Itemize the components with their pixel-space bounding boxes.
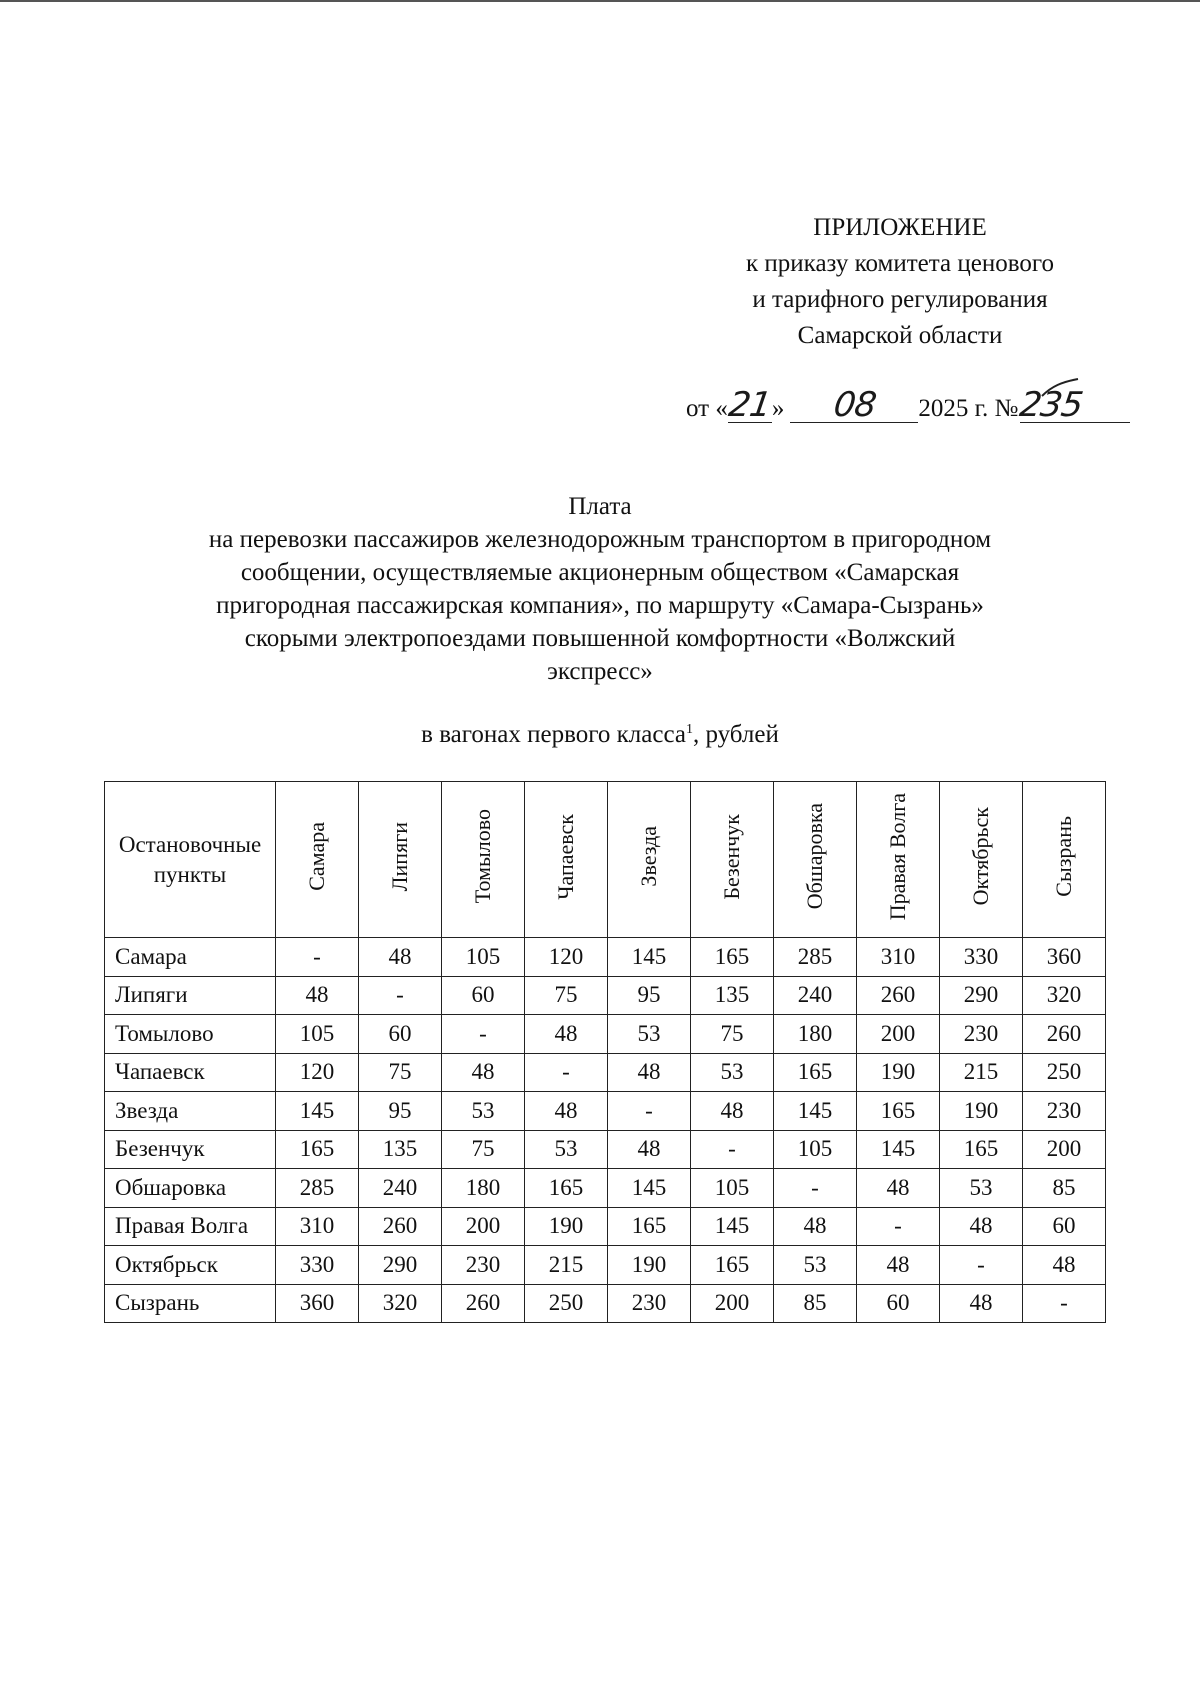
fare-cell: 53 [525,1130,608,1169]
fare-cell: 165 [691,938,774,977]
title-heading: Плата [568,493,632,520]
fare-cell: 200 [691,1284,774,1323]
fare-cell: - [525,1053,608,1092]
fare-cell: 105 [276,1015,359,1054]
fare-cell: 53 [442,1092,525,1131]
fare-cell: 60 [857,1284,940,1323]
column-header [774,782,857,938]
fare-cell: 200 [857,1015,940,1054]
order-year-text: 2025 г. № [918,395,1019,422]
title-line-4: скорыми электропоездами повышенной комфортности «Волжский [244,625,956,652]
fare-cell: 60 [1023,1207,1106,1246]
fare-cell: 145 [774,1092,857,1131]
fare-cell: 310 [276,1207,359,1246]
fare-cell: 48 [857,1246,940,1285]
fare-cell: 165 [940,1130,1023,1169]
fare-cell: 145 [276,1092,359,1131]
appendix-heading: ПРИЛОЖЕНИЕ [813,214,987,241]
appendix-line-1: к приказу комитета ценового [746,250,1054,277]
fare-cell: 230 [608,1284,691,1323]
fare-cell: 48 [940,1284,1023,1323]
title-line-3: пригородная пассажирская компания», по маршруту «Самара-Сызрань» [216,592,984,619]
fare-cell: 320 [359,1284,442,1323]
fare-cell: 120 [276,1053,359,1092]
row-header: Сызрань [105,1284,276,1323]
table-row [105,938,1106,977]
column-header-label: Сызрань [1051,816,1076,897]
fare-table-body [105,938,1106,1323]
column-header-label: Правая Волга [885,792,910,921]
fare-cell: 260 [857,976,940,1015]
column-header [359,782,442,938]
fare-cell: 250 [1023,1053,1106,1092]
fare-cell: 310 [857,938,940,977]
fare-cell: 95 [608,976,691,1015]
column-header [608,782,691,938]
fare-cell: 48 [857,1169,940,1208]
table-header-row [105,782,1106,938]
fare-cell: 48 [525,1092,608,1131]
fare-cell: 250 [525,1284,608,1323]
fare-cell: 330 [276,1246,359,1285]
fare-cell: 60 [442,976,525,1015]
fare-cell: 290 [940,976,1023,1015]
row-header: Безенчук [105,1130,276,1169]
row-header: Самара [105,938,276,977]
fare-cell: 145 [608,1169,691,1208]
fare-cell: 165 [525,1169,608,1208]
fare-cell: 285 [276,1169,359,1208]
fare-cell: 75 [359,1053,442,1092]
fare-cell: 360 [1023,938,1106,977]
fare-cell: 75 [691,1015,774,1054]
row-header: Звезда [105,1092,276,1131]
fare-cell: - [857,1207,940,1246]
fare-cell: 48 [774,1207,857,1246]
column-header-label: Томылово [470,809,495,904]
signature-flourish [1040,376,1080,406]
column-header [940,782,1023,938]
handwritten-day: 21 [726,385,774,425]
fare-cell: 48 [359,938,442,977]
fare-cell: 215 [525,1246,608,1285]
column-header-label: Безенчук [719,813,744,900]
order-quote-close: » [771,395,785,422]
fare-cell: 48 [442,1053,525,1092]
fare-cell: 190 [857,1053,940,1092]
fare-cell: 180 [774,1015,857,1054]
fare-cell: - [691,1130,774,1169]
row-header: Октябрьск [105,1246,276,1285]
fare-cell: 53 [940,1169,1023,1208]
column-header-label: Липяги [387,821,412,892]
fare-cell: - [1023,1284,1106,1323]
fare-cell: - [774,1169,857,1208]
fare-cell: 320 [1023,976,1106,1015]
fare-cell: - [276,938,359,977]
fare-cell: 240 [774,976,857,1015]
row-header: Обшаровка [105,1169,276,1208]
order-prefix: от « [686,395,728,422]
fare-cell: 105 [774,1130,857,1169]
title-line-1: на перевозки пассажиров железнодорожным транспортом в пригородном [208,526,992,553]
title-line-5: экспресс» [547,658,653,685]
fare-cell: 165 [276,1130,359,1169]
table-row [105,1130,1106,1169]
fare-cell: 48 [691,1092,774,1131]
appendix-block [700,210,1100,354]
column-header [525,782,608,938]
fare-cell: 260 [359,1207,442,1246]
fare-cell: 105 [442,938,525,977]
fare-cell: 145 [608,938,691,977]
order-month-field [790,385,918,425]
appendix-line-3: Самарской области [797,322,1003,349]
fare-cell: 48 [608,1130,691,1169]
fare-cell: 53 [608,1015,691,1054]
fare-cell: 200 [442,1207,525,1246]
fare-cell: 165 [857,1092,940,1131]
column-header [857,782,940,938]
fare-cell: 190 [940,1092,1023,1131]
fare-cell: - [608,1092,691,1131]
fare-cell: 145 [691,1207,774,1246]
fare-cell: 165 [774,1053,857,1092]
column-header-label: Чапаевск [553,813,578,900]
title-line-2: сообщении, осуществляемые акционерным обществом «Самарская [240,559,960,586]
fare-cell: 48 [276,976,359,1015]
column-header [442,782,525,938]
fare-cell: 75 [525,976,608,1015]
fare-cell: 190 [608,1246,691,1285]
table-subtitle [120,718,1080,751]
column-header [1023,782,1106,938]
fare-cell: 60 [359,1015,442,1054]
fare-cell: 200 [1023,1130,1106,1169]
document-title-block [120,490,1080,688]
fare-cell: 215 [940,1053,1023,1092]
fare-cell: 190 [525,1207,608,1246]
subtitle-text: в вагонах первого класса [421,721,686,748]
fare-cell: 48 [525,1015,608,1054]
fare-cell: 260 [442,1284,525,1323]
fare-cell: 135 [359,1130,442,1169]
fare-cell: 120 [525,938,608,977]
fare-cell: 85 [1023,1169,1106,1208]
table-row [105,1284,1106,1323]
table-row [105,1169,1106,1208]
fare-cell: 95 [359,1092,442,1131]
fare-cell: 260 [1023,1015,1106,1054]
fare-cell: 290 [359,1246,442,1285]
row-header: Томылово [105,1015,276,1054]
fare-cell: 360 [276,1284,359,1323]
table-row [105,1015,1106,1054]
fare-cell: 240 [359,1169,442,1208]
fare-cell: 53 [774,1246,857,1285]
fare-cell: 330 [940,938,1023,977]
handwritten-month: 08 [830,385,878,425]
fare-cell: 53 [691,1053,774,1092]
fare-cell: - [359,976,442,1015]
column-header-label: Октябрьск [968,807,993,906]
fare-cell: 230 [442,1246,525,1285]
fare-cell: 48 [940,1207,1023,1246]
fare-cell: 230 [940,1015,1023,1054]
fare-cell: - [442,1015,525,1054]
table-row [105,976,1106,1015]
page-top-border [0,0,1200,2]
footnote-mark: 1 [685,722,693,737]
table-row [105,1207,1106,1246]
row-header: Правая Волга [105,1207,276,1246]
fare-cell: - [940,1246,1023,1285]
fare-cell: 165 [608,1207,691,1246]
fare-cell: 230 [1023,1092,1106,1131]
fare-table [104,781,1106,1323]
column-header [691,782,774,938]
fare-cell: 180 [442,1169,525,1208]
table-row [105,1246,1106,1285]
order-day-field [726,385,774,425]
fare-cell: 285 [774,938,857,977]
fare-cell: 75 [442,1130,525,1169]
subtitle-suffix: , рублей [692,721,779,748]
table-row [105,1092,1106,1131]
fare-cell: 85 [774,1284,857,1323]
row-header: Липяги [105,976,276,1015]
column-header [276,782,359,938]
handwritten-number: 235 [1017,385,1086,425]
appendix-line-2: и тарифного регулирования [752,286,1048,313]
fare-cell: 135 [691,976,774,1015]
fare-cell: 105 [691,1169,774,1208]
table-row [105,1053,1106,1092]
column-header-label: Самара [304,822,329,891]
corner-header: Остановочные пункты [105,782,276,938]
fare-cell: 48 [1023,1246,1106,1285]
column-header-label: Обшаровка [802,803,827,910]
row-header: Чапаевск [105,1053,276,1092]
fare-cell: 145 [857,1130,940,1169]
fare-cell: 48 [608,1053,691,1092]
column-header-label: Звезда [636,826,661,887]
fare-cell: 165 [691,1246,774,1285]
